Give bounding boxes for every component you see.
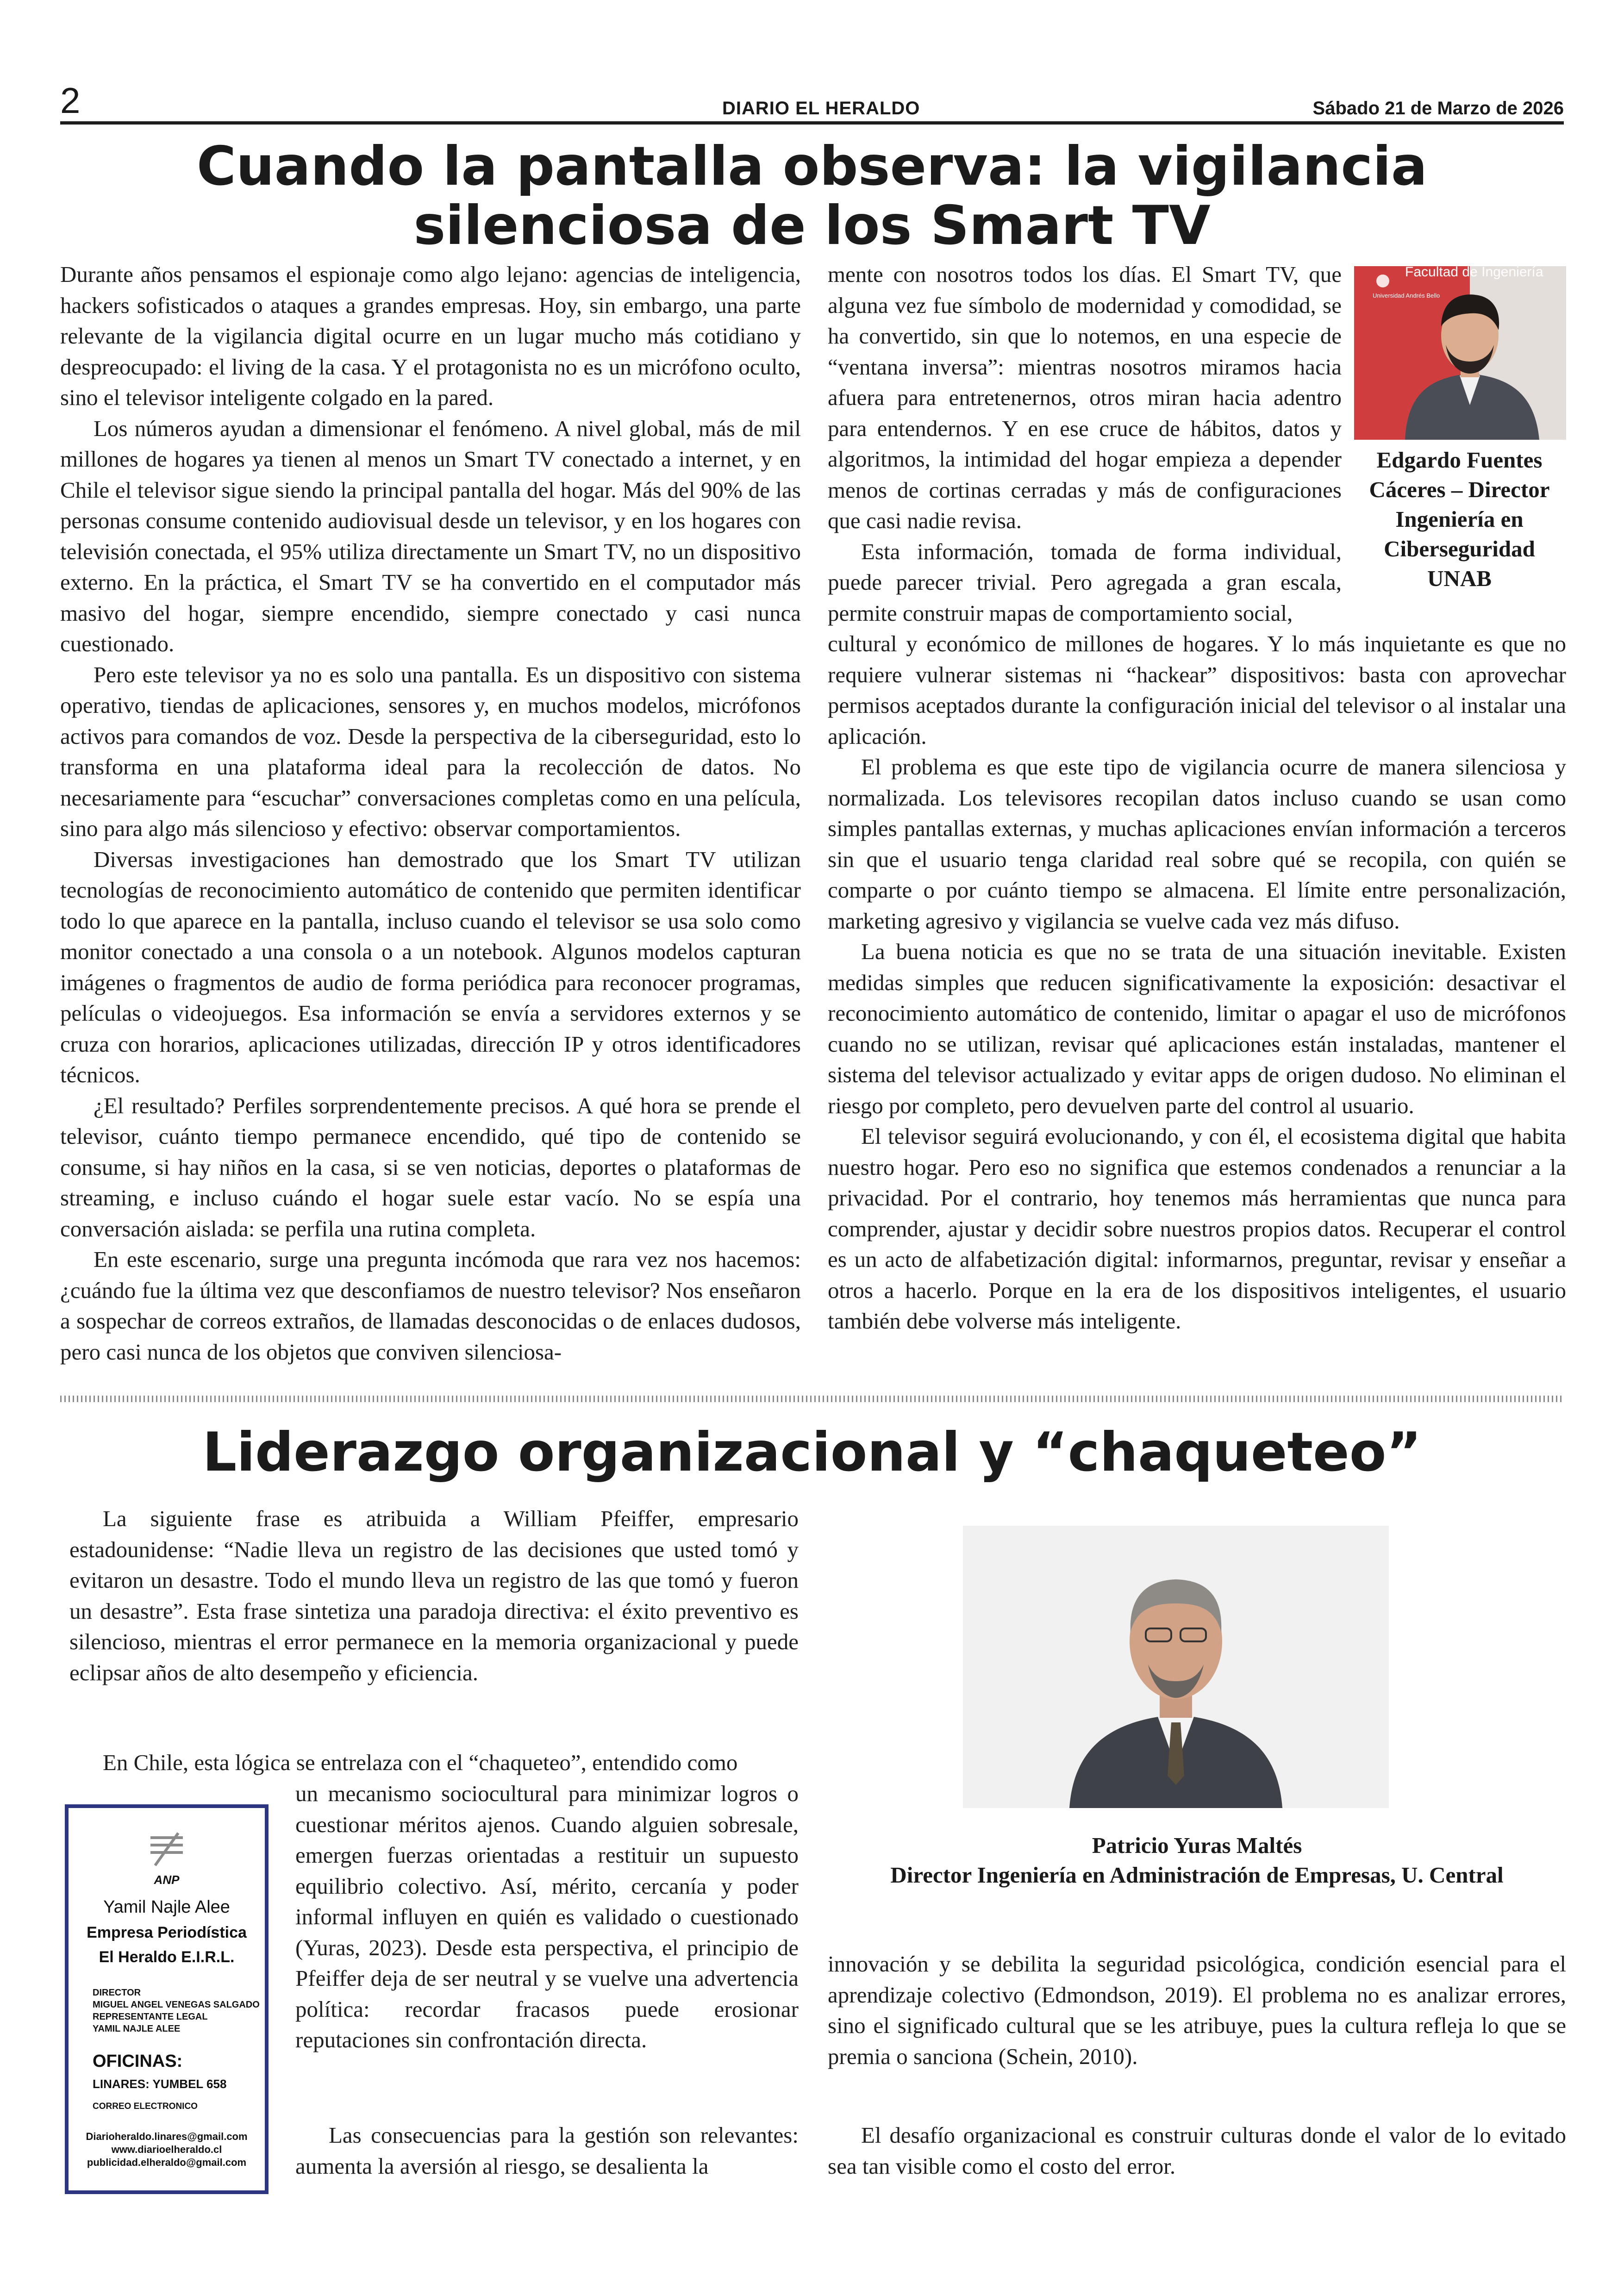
author-photo-patricio xyxy=(963,1526,1389,1808)
article1-title-line2: silenciosa de los Smart TV xyxy=(413,194,1211,257)
author-role: Director Ingeniería en Administración de Empresas, U. Central xyxy=(890,1862,1504,1888)
paragraph: innovación y se debilita la seguridad psicológica, condición esencial para el aprendizaje colectivo (Edmondson, 2019). El problema no es analizar errores, sino el significado cultural que se les atribuye, pues la cultura refleja lo que se premia o sanciona (Schein, 2010). xyxy=(828,1951,1566,2069)
article1-left-column xyxy=(60,259,801,1367)
legal-label: REPRESENTANTE LEGAL xyxy=(93,2012,208,2022)
article2-chile-body xyxy=(295,1778,799,2056)
company-line2: El Heraldo E.I.R.L. xyxy=(99,1948,235,1966)
email-link[interactable]: publicidad.elheraldo@gmail.com xyxy=(87,2157,247,2168)
article1-right-column-top xyxy=(828,259,1342,629)
paragraph: El televisor seguirá evolucionando, y con él, el ecosistema digital que habita nuestro hogar. Pero eso no significa que estemos condenados a renunciar a la privacidad. Por el contrario, hoy tenemos más herramientas que nunca para comprender, ajustar y decidir sobre nuestros propios datos. Recuperar el control es un acto de alfabetización digital: informarnos, preguntar, revisar y enseñar a otros a hacerlo. Porque en la era de los dispositivos inteligentes, el usuario también debe volverse más inteligente. xyxy=(828,1123,1566,1334)
photo-logo-text: Universidad Andrés Bello xyxy=(1373,292,1440,299)
caption-line: UNAB xyxy=(1427,566,1492,591)
article2-title: Liderazgo organizacional y “chaqueteo” xyxy=(202,1421,1422,1484)
photo-sign-text: Facultad de Ingeniería xyxy=(1405,266,1543,280)
page-number: 2 xyxy=(60,80,81,121)
paragraph: La buena noticia es que no se trata de una situación inevitable. Existen medidas simples que reducen significativamente la exposición: desactivar el reconocimiento automático de contenido, limitar o apagar el uso de micrófonos cuando no se utilizan, revisar qué aplicaciones están instaladas, mantener el sistema del televisor actualizado y evitar apps de origen dudoso. No eliminan el riesgo por completo, pero devuelven parte del control al usuario. xyxy=(828,939,1566,1118)
paragraph: En este escenario, surge una pregunta incómoda que rara vez nos hacemos: ¿cuándo fue la última vez que desconfiamos de nuestro televisor? Nos enseñaron a sospechar de correos extraños, de llamadas desconocidas o de enlaces dudosos, pero casi nunca de los objetos que conviven silenciosa- xyxy=(60,1247,801,1365)
legal-name: YAMIL NAJLE ALEE xyxy=(93,2024,181,2034)
paragraph: Las consecuencias para la gestión son relevantes: aumenta la aversión al riesgo, se desalienta la xyxy=(295,2122,799,2179)
paragraph: cultural y económico de millones de hogares. Y lo más inquietante es que no requiere vulnerar sistemas ni “hackear” dispositivos: basta con aprovechar permisos aceptados durante la configuración inicial del televisor o al instalar una aplicación. xyxy=(828,631,1566,749)
caption-line: Ciberseguridad xyxy=(1384,536,1535,561)
paragraph: Diversas investigaciones han demostrado que los Smart TV utilizan tecnologías de reconocimiento automático de contenido que permiten identificar todo lo que aparece en la pantalla, incluso cuando el televisor se usa solo como monitor conectado a una consola o a un notebook. Algunos modelos capturan imágenes o fragmentos de audio de forma periódica para reconocer programas, películas o videojuegos. Esa información se envía a servidores externos y se cruza con horarios, aplicaciones utilizadas, dirección IP y otros identificadores técnicos. xyxy=(60,846,801,1087)
paragraph: El desafío organizacional es construir culturas donde el valor de lo evitado sea tan visible como el costo del error. xyxy=(828,2122,1566,2179)
paragraph: mente con nosotros todos los días. El Smart TV, que alguna vez fue símbolo de modernidad y comodidad, se ha convertido, sin que lo notemos, en una especie de “ventana inversa”: mientras nosotros miramos hacia afuera para entretenernos, otros miran hacia adentro para entendernos. Y en ese cruce de hábitos, datos y algoritmos, la intimidad del hogar empieza a depender menos de cortinas cerradas y más de configuraciones que casi nadie revisa. xyxy=(828,262,1342,533)
article1-right-column-bottom xyxy=(828,629,1566,1337)
anp-logo-icon xyxy=(141,1824,192,1875)
author-name: Patricio Yuras Maltés xyxy=(1092,1833,1302,1858)
offices-label: OFICINAS: xyxy=(93,2052,183,2071)
paragraph: un mecanismo sociocultural para minimizar logros o cuestionar méritos ajenos. Cuando alguien sobresale, emergen fuerzas orientadas a restituir un supuesto equilibrio colectivo. Así, mérito, cercanía y poder informal influyen en quién es validado o cuestionado (Yuras, 2023). Desde esta perspectiva, el principio de Pfeiffer deja de ser neutral y se vuelve una advertencia política: recordar fracasos puede erosionar reputaciones sin confrontación directa. xyxy=(295,1781,799,2052)
paragraph: La siguiente frase es atribuida a William Pfeiffer, empresario estadounidense: “Nadie lleva un registro de las decisiones que usted tomó y evitaron un desastre. Todo el mundo lleva un registro de las que tomó y fueron un desastre”. Esta frase sintetiza una paradoja directiva: el éxito preventivo es silencioso, mientras el error permanece en la memoria organizacional y puede eclipsar años de alto desempeño y eficiencia. xyxy=(69,1506,799,1685)
article2-right-p2 xyxy=(828,2120,1566,2182)
anp-label: ANP xyxy=(154,1873,180,1887)
owner-name: Yamil Najle Alee xyxy=(103,1897,230,1917)
article2-consequences xyxy=(295,2120,799,2182)
company-line1: Empresa Periodística xyxy=(87,1924,247,1941)
publisher-info-box xyxy=(65,1804,269,2194)
email-label: CORREO ELECTRONICO xyxy=(93,2102,198,2111)
section-divider xyxy=(60,1396,1564,1402)
author-caption-patricio xyxy=(828,1831,1566,1890)
paragraph: Esta información, tomada de forma individual, puede parecer trivial. Pero agregada a gran escala, permite construir mapas de comportamiento social, xyxy=(828,538,1342,626)
caption-line: Cáceres – Director xyxy=(1369,477,1550,502)
article2-chile-lead xyxy=(69,1747,799,1778)
article2-right-p1 xyxy=(828,1949,1566,2072)
newspaper-name: DIARIO EL HERALDO xyxy=(722,98,920,118)
director-name: MIGUEL ANGEL VENEGAS SALGADO xyxy=(93,2000,260,2010)
paragraph: Los números ayudan a dimensionar el fenómeno. A nivel global, más de mil millones de hogares ya tienen al menos un Smart TV conectado a internet, y en Chile el televisor sigue siendo la principal pantalla del hogar. Más del 90% de las personas consume contenido audiovisual desde un televisor, y en los hogares con televisión conectada, el 95% utiliza directamente un Smart TV, no un dispositivo externo. En la práctica, el Smart TV se ha convertido en el computador más masivo del hogar, siempre encendido, siempre conectado y casi nunca cuestionado. xyxy=(60,415,801,656)
caption-line: Edgardo Fuentes xyxy=(1376,447,1543,473)
paragraph: Durante años pensamos el espionaje como algo lejano: agencias de inteligencia, hackers sofisticados o ataques a grandes empresas. Hoy, sin embargo, una parte relevante de la vigilancia digital ocurre en un lugar mucho más cotidiano y despreocupado: el living de la casa. Y el protagonista no es un micrófono oculto, sino el televisor inteligente colgado en la pared. xyxy=(60,262,801,410)
author-photo-edgardo xyxy=(1354,266,1566,440)
website-link[interactable]: www.diarioelheraldo.cl xyxy=(111,2144,222,2155)
author-caption-edgardo xyxy=(1345,445,1574,593)
email-link[interactable]: Diarioheraldo.linares@gmail.com xyxy=(86,2131,248,2142)
office-linares: LINARES: YUMBEL 658 xyxy=(93,2077,227,2091)
paragraph: ¿El resultado? Perfiles sorprendentemente precisos. A qué hora se prende el televisor, cuánto tiempo permanece encendido, qué tipo de contenido se consume, si hay niños en la casa, si se ven noticias, deportes o plataformas de streaming, e incluso cuándo el hogar suele estar vacío. No se espía una conversación aislada: se perfila una rutina completa. xyxy=(60,1092,801,1241)
article2-intro xyxy=(69,1503,799,1688)
paragraph: Pero este televisor ya no es solo una pantalla. Es un dispositivo con sistema operativo, tiendas de aplicaciones, sensores y, en muchos modelos, micrófonos activos para comandos de voz. Desde la perspectiva de la ciberseguridad, esto lo transforma en una plataforma ideal para la recolección de datos. No necesariamente para “escuchar” conversaciones completas como en una película, sino para algo más silencioso y efectivo: observar comportamientos. xyxy=(60,661,801,841)
director-label: DIRECTOR xyxy=(93,1988,141,1998)
issue-date: Sábado 21 de Marzo de 2026 xyxy=(1312,98,1564,118)
caption-line: Ingeniería en xyxy=(1395,506,1524,532)
article1-title-line1: Cuando la pantalla observa: la vigilancia xyxy=(196,135,1428,198)
paragraph: En Chile, esta lógica se entrelaza con el “chaqueteo”, entendido como xyxy=(103,1750,738,1775)
paragraph: El problema es que este tipo de vigilancia ocurre de manera silenciosa y normalizada. Los televisores recopilan datos incluso cuando se usan como simples pantallas externas, y muchas aplicaciones envían información a terceros sin que el usuario tenga claridad real sobre qué se recopila, con quién se comparte o por cuánto tiempo se almacena. El límite entre personalización, marketing agresivo y vigilancia se vuelve cada vez más difuso. xyxy=(828,754,1566,934)
header-rule xyxy=(60,121,1564,125)
